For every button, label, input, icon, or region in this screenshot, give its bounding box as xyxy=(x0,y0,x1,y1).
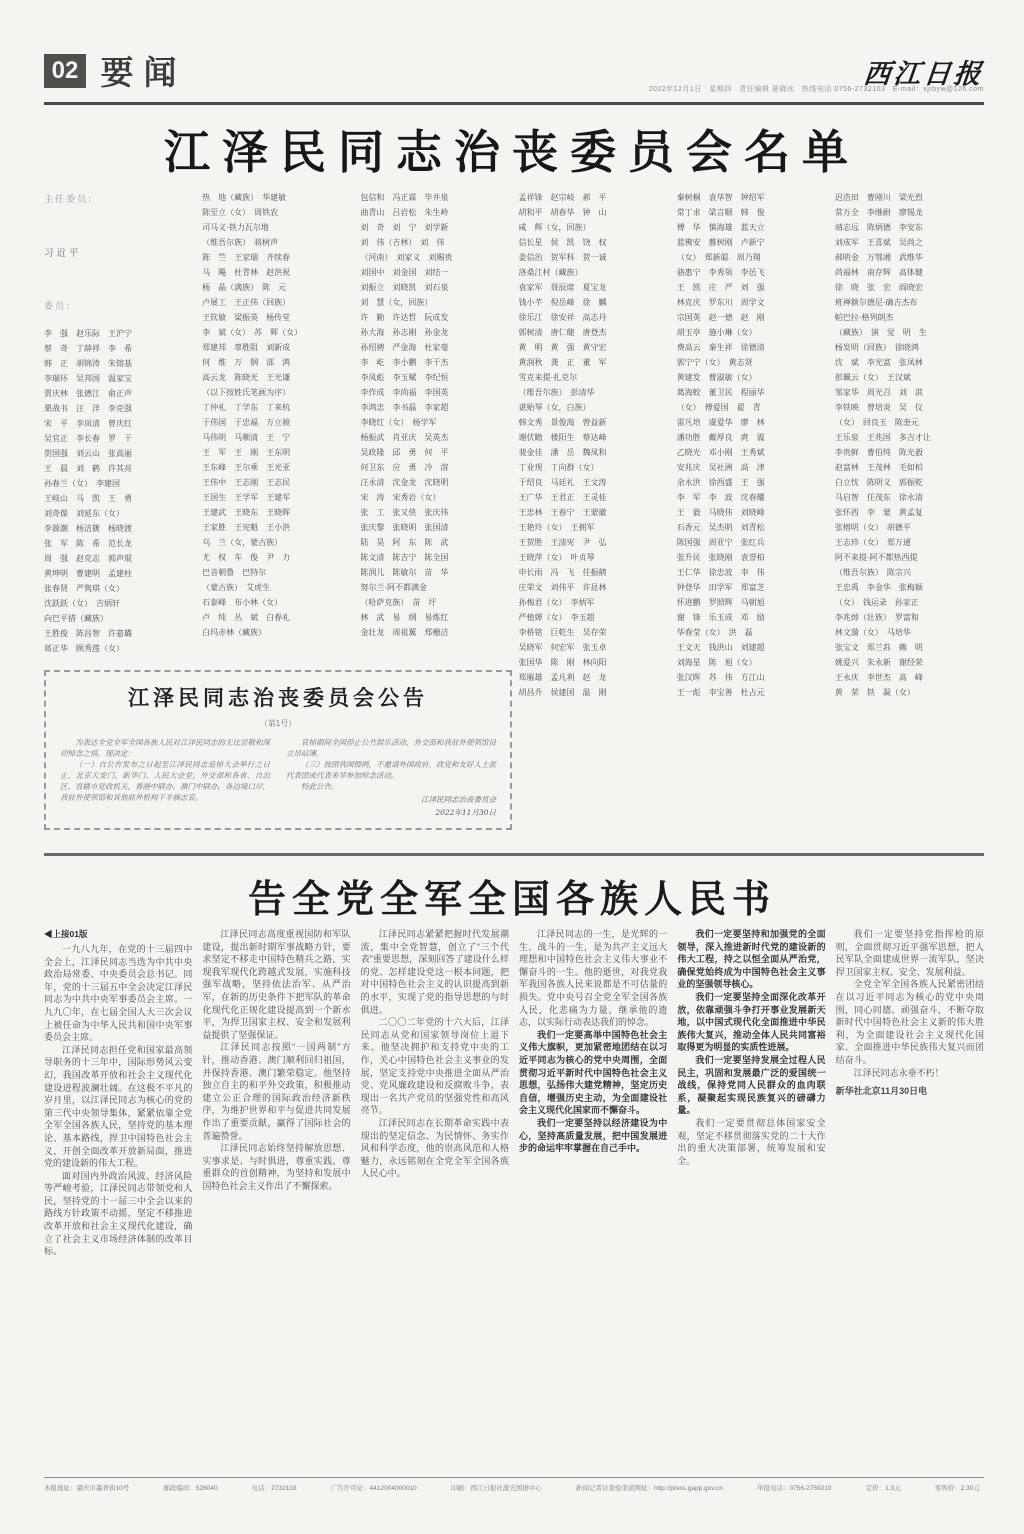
chairman-name: 习近平 xyxy=(44,248,82,259)
name-line: （维吾尔族） 彭清华 xyxy=(518,388,595,397)
name-line: 宋 涛 宋秀岩（女） xyxy=(360,493,441,502)
name-line: 雪克来提·扎克尔 xyxy=(518,373,578,382)
name-line: 陈 竺 王家瑞 齐续春 xyxy=(202,253,291,262)
name-line: 彭珮云（女） 王汉斌 xyxy=(834,373,911,382)
name-line: 张汉晖 苏 伟 方江山 xyxy=(676,673,765,682)
name-line: 费高云 秦生祥 徐德清 xyxy=(676,343,765,352)
name-line: 黄建发 曹淑敏（女） xyxy=(676,373,757,382)
name-line: 林文漪（女） 马培华 xyxy=(834,628,911,637)
name-line: 刘国中 刘金国 刘结一 xyxy=(360,268,449,277)
footer-item: 本报地址：肇庆市墨香街10号 xyxy=(44,1485,130,1492)
footer-item: 定价：1.3元 xyxy=(865,1485,901,1492)
name-line: 王东峰 王尔乘 王光亚 xyxy=(202,463,291,472)
paragraph: 我们一定要贯彻总体国家安全观，坚定不移贯彻落实党的二十大作出的重大决策部署，统筹发展和安全。 xyxy=(677,1117,826,1166)
notice-date: 2022年11月30日 xyxy=(435,808,496,817)
footer-item: 电话：2732103 xyxy=(251,1485,297,1492)
name-line: 张宝文 郑兰荪 赖 明 xyxy=(834,643,923,652)
name-line: 孙绍骋 严金海 杜家毫 xyxy=(360,343,449,352)
letter-column-1 xyxy=(44,928,192,1476)
name-line: 金壮龙 周祖翼 郑栅洁 xyxy=(360,628,449,637)
name-line: 洛桑江村（藏族） xyxy=(518,268,583,277)
paragraph: 我们一定要坚持党指挥枪的原则，全面贯彻习近平强军思想，把人民军队全面建成世界一流军队，坚决捍卫国家主权、安全、发展利益。 xyxy=(835,929,984,977)
name-line: 韩文秀 景俊海 曾益新 xyxy=(518,418,607,427)
name-line: 常丁求 梁言顺 韩 俊 xyxy=(676,208,765,217)
name-line: 袁家军 聂辰席 夏宝龙 xyxy=(518,283,607,292)
name-line: 刘 奇 刘 宁 刘学新 xyxy=(360,223,449,232)
name-line: 郑建邦 辜胜阻 刘新成 xyxy=(202,343,291,352)
name-line: 杨发明（回族） 徐晓鸿 xyxy=(834,343,919,352)
name-line: 丁仲礼 丁学东 丁来杭 xyxy=(202,403,291,412)
paragraph: 哀悼期间全国停止公共娱乐活动，外交部和我驻外使领馆设立吊唁簿。 xyxy=(286,738,496,758)
dateline: 2022年12月1日 星期四 责任编辑 夏晓冰 热线电话 0756-2732103 E-mail：xjrbyw@126.com xyxy=(648,86,984,93)
name-line: 吴政隆 邱 勇 何 平 xyxy=(360,448,449,457)
name-line: 李源潮 杨洁篪 杨晓渡 xyxy=(44,524,132,533)
name-line: 李凤彪 李玉赋 李纪恒 xyxy=(360,373,449,382)
name-line: 班禅额尔德尼·确吉杰布 xyxy=(834,298,918,307)
name-line: 迟浩田 曹刚川 梁光烈 xyxy=(834,193,923,202)
name-line: 余永洪 徐西盛 王 强 xyxy=(676,478,765,487)
name-line: 蒋正华 顾秀莲（女） xyxy=(44,644,124,653)
paragraph: 江泽民同志担任党和国家最高领导职务的十三年中，国际形势风云变幻，我国改革开放和社会主义现代化建设进程波澜壮阔。在这极不平凡的岁月里，以江泽民同志为核心的党的第三代中央领导集体，紧紧依靠全党全军全国各族人民，坚持党的基本理论、基本路线，捍卫中国特色社会主义，开创全面改革开放新局面，推进党的建设新的伟大工程。 xyxy=(44,1044,193,1169)
name-line: 王钦敏 梁振英 杨传堂 xyxy=(202,313,291,322)
name-line: 孙大海 孙志刚 孙金龙 xyxy=(360,328,449,337)
paragraph: 江泽民同志按照“一国两制”方针，推动香港、澳门顺利回归祖国，并保持香港、澳门繁荣稳定。他坚持独立自主的和平外交政策，积极推动建立公正合理的国际政治经济新秩序，为维护世界和平与促进共同发展作出了重要贡献，赢得了国际社会的普遍赞誉。 xyxy=(202,1042,351,1141)
section-title: 要闻 xyxy=(100,54,187,91)
name-line: 沈跃跃（女） 吉炳轩 xyxy=(44,599,120,608)
name-line: 邹家华 周光召 刘 淇 xyxy=(834,388,923,397)
name-line: 张升民 张晓刚 袁誉柏 xyxy=(676,553,765,562)
name-line: 姜信治 贺军科 贺一诚 xyxy=(518,253,607,262)
name-line: 李 强 赵乐际 王沪宁 xyxy=(44,329,132,338)
footer-item: 印刷：西江日报社激光照排中心 xyxy=(450,1485,542,1492)
name-line: 胡玉亭 施小琳（女） xyxy=(676,328,757,337)
name-line: 王 毅 马晓伟 刘晓峰 xyxy=(676,508,765,517)
name-line: 葛海蛟 董卫民 程丽华 xyxy=(676,388,765,397)
paragraph: 江泽民同志的一生，是光辉的一生、战斗的一生，是为共产主义远大理想和中国特色社会主义伟大事业不懈奋斗的一生。他的逝世，对我党我军我国各族人民来说都是不可估量的损失。党中央号召全党全军全国各族人民，化悲痛为力量，继承他的遗志，以实际行动表达我们的悼念。 xyxy=(518,929,668,1028)
name-line: 刘成军 王喜斌 吴尚之 xyxy=(834,238,923,247)
name-line: 郭树清 唐仁健 唐登杰 xyxy=(518,328,607,337)
name-line: 郭宁宁（女） 黄志贤 xyxy=(676,358,753,367)
paragraph: 江泽民同志紧紧把握时代发展潮流，集中全党智慧，创立了“三个代表”重要思想，深刻回答了建设什么样的党、怎样建设党这一根本问题，把对中国特色社会主义的认识提高到新的水平，实现了党的指导思想的与时俱进。 xyxy=(360,929,509,1015)
name-line: 庄荣文 刘伟平 许昆林 xyxy=(518,583,607,592)
page-footer xyxy=(44,1477,984,1492)
paragraph: 全党全军全国各族人民紧密团结在以习近平同志为核心的党中央周围，同心同德、顽强奋斗，不断夺取新时代中国特色社会主义新的伟大胜利，为全面建设社会主义现代化国家、全面推进中华民族伟大复兴而团结奋斗。 xyxy=(835,979,984,1065)
name-line: 王艳玲（女） 王拥军 xyxy=(518,523,595,532)
name-line: 尚福林 南存辉 高体健 xyxy=(834,268,923,277)
paragraph: 面对国内外政治风波、经济风险等严峻考验，江泽民同志带领党和人民，坚持党的十一届三中全会以来的路线方针政策不动摇，坚定不移推进改革开放和社会主义现代化建设，确立了社会主义市场经济体制的改革目标。 xyxy=(44,1170,193,1257)
paragraph: 二〇〇二年党的十六大后，江泽民同志从党和国家领导岗位上退下来。他坚决拥护和支持党中央的工作，关心中国特色社会主义事业的发展，坚定支持党中央推进全面从严治党、党风廉政建设和反腐败斗争，表现出一名共产党员的坚强党性和高风亮节。 xyxy=(360,1017,509,1116)
name-line: 姚爱兴 朱永新 谢经荣 xyxy=(834,658,923,667)
footer-item: 广告许可证：4412004000010 xyxy=(330,1485,417,1492)
footer-item: 邮政编码：526040 xyxy=(163,1485,218,1492)
name-line: 张怀西 李 蒙 黄孟复 xyxy=(834,508,923,517)
name-line: 何卫东 应 勇 冷 溶 xyxy=(360,463,449,472)
name-line: 丁业现 丁向群（女） xyxy=(518,463,599,472)
name-line: 王乐泉 王兆国 多吉才让 xyxy=(834,433,931,442)
name-line: （蒙古族） 艾虎生 xyxy=(202,583,271,592)
name-line: （哈萨克族） 苗 圩 xyxy=(360,598,437,607)
name-line: （维吾尔族） 陈宗兴 xyxy=(834,568,911,577)
name-line: （以下按姓氏笔画为序） xyxy=(202,388,291,397)
name-line: 蔡 奇 丁薛祥 李 希 xyxy=(44,344,132,353)
name-line: 杨振武 肖亚庆 吴英杰 xyxy=(360,433,449,442)
name-line: （女） 郑新聪 周乃翔 xyxy=(676,253,761,262)
name-line: 裴金佳 潘 岳 魏凤和 xyxy=(518,448,607,457)
masthead-logo: 西江日报 xyxy=(862,59,986,90)
names-col1-lines xyxy=(44,326,193,656)
name-line: 常万全 李继耐 廖锡龙 xyxy=(834,208,923,217)
name-line: 尤 权 车 俊 尹 力 xyxy=(202,553,291,562)
name-line: 林 武 易 纲 易炼红 xyxy=(360,613,449,622)
name-line: 王永庆 李世杰 高 峰 xyxy=(834,673,923,682)
name-line: 胡昌升 侯建国 温 刚 xyxy=(518,688,607,697)
names-column-6 xyxy=(835,190,984,746)
name-line: 雷凡培 虞爱华 廖 林 xyxy=(676,418,765,427)
name-line: 刘 慧（女，回族） xyxy=(360,298,433,307)
name-line: 热 地（藏族） 华建敏 xyxy=(202,193,287,202)
name-line: 李铁映 曾培炎 吴 仪 xyxy=(834,403,923,412)
name-line: 靖志远 陈炳德 李安东 xyxy=(834,223,923,232)
name-line: 陈文清 陈吉宁 陈全国 xyxy=(360,553,449,562)
name-line: 黄坤明 曹建明 孟建柱 xyxy=(44,569,132,578)
name-line: 黄 荣 铁 凝（女） xyxy=(834,688,915,697)
name-line: 贾庆林 张德江 俞正声 xyxy=(44,389,132,398)
paragraph: （三）按照我国惯例，不邀请外国政府、政党和友好人士派代表团或代表来华参加悼念活动。 xyxy=(286,760,496,780)
name-line: 帕巴拉·格列朗杰 xyxy=(834,313,894,322)
name-line: （女） 回良玉 陈奎元 xyxy=(834,418,919,427)
main-headline: 江泽民同志治丧委员会名单 xyxy=(164,126,860,178)
name-line: 李 屹 李小鹏 李干杰 xyxy=(360,358,449,367)
name-line: 王 军 王 刚 王东明 xyxy=(202,448,291,457)
page-number: 02 xyxy=(44,54,86,88)
name-line: 李 军 李 波 沈春耀 xyxy=(676,493,765,502)
name-line: 巴音朝鲁 巴特尔 xyxy=(202,568,267,577)
name-line: 李晓红（女） 杨学军 xyxy=(360,418,437,427)
name-line: 陆 昊 阿 东 陈 武 xyxy=(360,538,449,547)
name-line: 于绍良 马廷礼 王文涛 xyxy=(518,478,607,487)
name-line: （河南） 刘家义 刘赐贵 xyxy=(360,253,453,262)
name-line: 马启智 任茂东 徐永清 xyxy=(834,493,923,502)
name-line: 潘功胜 戴厚良 庹 震 xyxy=(676,433,765,442)
xinhua-signoff: 新华社北京11月30日电 xyxy=(835,1086,928,1097)
name-line: 石泰峰 布小林（女） xyxy=(202,598,283,607)
name-line: 包信和 冯正霖 毕井泉 xyxy=(360,193,449,202)
continued-from-tag: ◀上接01版 xyxy=(44,929,88,939)
notice-signature: 江泽民同志治丧委员会 xyxy=(421,795,496,804)
names-column-4 xyxy=(519,190,668,746)
name-line: （藏族） 演 觉 明 生 xyxy=(834,328,927,337)
name-line: 李贵鲜 曹伯纯 陈光毅 xyxy=(834,448,923,457)
name-line: 华春莹（女） 洪 磊 xyxy=(676,628,753,637)
letter-headline: 告全党全军全国各族人民书 xyxy=(247,879,776,921)
name-line: 白立忱 陈明义 郭振乾 xyxy=(834,478,923,487)
name-line: 咸 辉（女，回族） xyxy=(518,223,591,232)
notice-subtitle: （第1号） xyxy=(259,719,297,728)
name-line: 傅 华 慎海雄 蓝天立 xyxy=(676,223,765,232)
letter-col1-paras xyxy=(44,943,192,1258)
name-line: 石香元 吴杰明 刘青松 xyxy=(676,523,765,532)
notice-left xyxy=(60,737,270,803)
name-line: 信长星 侯 凯 饶 权 xyxy=(518,238,607,247)
name-line: 刘振立 刘晓凯 刘石泉 xyxy=(360,283,449,292)
letter-column-5 xyxy=(677,928,825,1476)
name-line: 孟祥锋 赵宗岐 郝 平 xyxy=(518,193,607,202)
footer-item: 零售价：2.30元 xyxy=(934,1485,980,1492)
name-line: 刘奇葆 刘延东（女） xyxy=(44,509,124,518)
name-line: 汪永清 沈金龙 沈晓明 xyxy=(360,478,449,487)
name-line: 怀进鹏 罗照辉 马朝旭 xyxy=(676,598,765,607)
name-line: 曲青山 吕岩松 朱生岭 xyxy=(360,208,449,217)
notice-right xyxy=(286,737,496,792)
name-line: 栗战书 汪 洋 李克强 xyxy=(44,404,132,413)
paragraph: 为表达全党全军全国各族人民对江泽民同志的无比崇敬和深切悼念之情，现决定： xyxy=(60,738,270,758)
letter-body xyxy=(44,928,984,1476)
paragraph: 我们一定要坚持发展全过程人民民主，巩固和发展最广泛的爱国统一战线，保持党同人民群众的血肉联系，凝聚起实现民族复兴的磅礴力量。 xyxy=(677,1054,826,1116)
names-column-5 xyxy=(677,190,826,746)
name-line: 王一彪 李宝善 杜占元 xyxy=(676,688,765,697)
names-column-2 xyxy=(202,190,351,746)
letter-column-2 xyxy=(202,928,350,1476)
name-line: 白玛赤林（藏族） xyxy=(202,628,267,637)
name-line: 吴官正 李长春 罗 干 xyxy=(44,434,132,443)
name-line: 王忠林 王春宁 王蒙徽 xyxy=(518,508,607,517)
name-line: 何 维 万 钢 邵 鸿 xyxy=(202,358,291,367)
name-line: 王国生 王学军 王建军 xyxy=(202,493,291,502)
name-line: 孙梅君（女） 李炳军 xyxy=(518,598,595,607)
notice-body xyxy=(60,737,496,818)
paragraph: （一）自公告发布之日起至江泽民同志追悼大会举行之日止，北京天安门、新华门、人民大会堂，外交部和各省、自治区、直辖市党政机关，香港中联办、澳门中联办，各边境口岸，我驻外使领馆和其他驻外机构下半旗志哀。 xyxy=(60,760,270,802)
name-line: 王志珍（女） 郑万通 xyxy=(834,538,911,547)
name-line: 陈国强 周亚宁 张红兵 xyxy=(676,538,765,547)
page-header xyxy=(44,54,984,105)
name-line: 林克庆 罗东川 周学文 xyxy=(676,298,765,307)
name-line: 王贺胜 王清宪 尹 弘 xyxy=(518,538,607,547)
footer-item: 新闻记者证查验渠道网址：http://press.gapp.gov.cn xyxy=(575,1485,723,1492)
name-line: 黄润秋 龚 正 董 军 xyxy=(518,358,607,367)
name-line: 周 强 赵克志 郭声琨 xyxy=(44,554,132,563)
name-line: 宋 平 李岚清 曾庆红 xyxy=(44,419,132,428)
name-line: 司马义·铁力瓦尔地 xyxy=(202,223,269,232)
name-line: 钱小芊 倪岳峰 徐 麟 xyxy=(518,298,607,307)
name-line: 许 勤 许达哲 阮成发 xyxy=(360,313,449,322)
name-line: 王胜俊 陈昌智 许嘉璐 xyxy=(44,629,132,638)
name-line: 乙晓光 邓小刚 王秀斌 xyxy=(676,448,765,457)
names-column-1 xyxy=(44,190,193,746)
name-line: 王仁华 徐忠波 李 伟 xyxy=(676,568,765,577)
names-column-3 xyxy=(360,190,509,746)
paragraph: 我们一定要高举中国特色社会主义伟大旗帜，更加紧密地团结在以习近平同志为核心的党中央周围，全面贯彻习近平新时代中国特色社会主义思想，弘扬伟大建党精神，坚定历史自信，增强历史主动，为全面建设社会主义现代化国家而不懈奋斗。 xyxy=(518,1029,668,1116)
name-line: 李桥铭 巨乾生 吴存荣 xyxy=(518,628,607,637)
name-line: 吴晓军 何宏军 张玉卓 xyxy=(518,643,607,652)
name-line: 张庆黎 张晓明 张国清 xyxy=(360,523,449,532)
name-line: 李作成 李尚福 李国英 xyxy=(360,388,449,397)
name-line: 王广华 王君正 王灵桂 xyxy=(518,493,607,502)
name-line: 于伟国 于忠福 万立骏 xyxy=(202,418,291,427)
name-line: 李鸿忠 李书磊 李家超 xyxy=(360,403,449,412)
name-line: （女） 钱运录 孙家正 xyxy=(834,598,919,607)
paragraph: 江泽民同志始终坚持解放思想、实事求是、与时俱进，尊重实践、尊重群众的首创精神，为坚持和发展中国特色社会主义作出了不懈探索。 xyxy=(202,1143,351,1191)
name-line: 杨 晶（满族） 陈 元 xyxy=(202,283,287,292)
names-section xyxy=(44,190,984,817)
name-line: 谌贻琴（女，白族） xyxy=(518,403,591,412)
name-line: 阿不来提·阿不都热西提 xyxy=(834,553,918,562)
name-line: 严植婵（女） 李玉超 xyxy=(518,613,595,622)
name-line: 徐乐江 徐安祥 高志丹 xyxy=(518,313,607,322)
name-line: 秦树桐 袁华智 钟绍军 xyxy=(676,193,765,202)
chairman-label: 主任委员： xyxy=(44,194,100,204)
name-line: 蓝佛安 雒树刚 卢新宁 xyxy=(676,238,765,247)
name-line: （女） 傅爱国 翟 青 xyxy=(676,403,761,412)
name-line: 张榕明（女） 胡德平 xyxy=(834,523,911,532)
paragraph: 我们一定要坚持以经济建设为中心，坚持高质量发展，把中国发展进步的命运牢牢掌握在自己手中。 xyxy=(518,1117,668,1154)
name-line: 王家胜 王宪魁 王小洪 xyxy=(202,523,291,532)
paragraph: 江泽民同志高度重视国防和军队建设，提出新时期军事战略方针，要求坚定不移走中国特色精兵之路，实现我军现代化跨越式发展，实施科技强军战略，坚持依法治军、从严治军，在新的历史条件下把军队的革命化现代化正规化建设提高到一个新水平，为捍卫国家主权、安全和发展利益提供了坚强保证。 xyxy=(202,929,351,1040)
name-line: 王忠禹 李金华 张梅颖 xyxy=(834,583,923,592)
name-line: 郑雁雄 孟凡利 赵 龙 xyxy=(518,673,607,682)
name-line: 高云龙 陈晓光 王光谦 xyxy=(202,373,291,382)
members-label: 委员： xyxy=(44,301,78,311)
name-line: 沈 斌 李光富 张凤林 xyxy=(834,358,923,367)
name-line: 王晓萍（女） 叶贞琴 xyxy=(518,553,595,562)
letter-column-6 xyxy=(836,928,984,1476)
name-line: 陈至立（女） 周铁农 xyxy=(202,208,279,217)
notice-title: 江泽民同志治丧委员会公告 xyxy=(128,687,428,710)
name-line: 钟登华 田学军 郑富芝 xyxy=(676,583,765,592)
name-line: 张 工 张又侠 张庆伟 xyxy=(360,508,449,517)
paragraph: 我们一定要坚持和加强党的全面领导，深入推进新时代党的建设新的伟大工程，持之以恒全面从严治党，确保党始终成为中国特色社会主义事业的坚强领导核心。 xyxy=(677,929,826,990)
name-line: 韩 正 胡锦涛 朱镕基 xyxy=(44,359,132,368)
name-line: 胡和平 胡春华 钟 山 xyxy=(518,208,607,217)
name-line: 刘海星 陈 旭（女） xyxy=(676,658,757,667)
letter-column-4 xyxy=(519,928,667,1476)
name-line: 谢伏瞻 楼阳生 蔡达峰 xyxy=(518,433,607,442)
name-line: 张国华 陈 刚 林向阳 xyxy=(518,658,607,667)
name-line: （维吾尔族） 蒋树声 xyxy=(202,238,279,247)
letter-column-3 xyxy=(361,928,509,1476)
name-line: 卢 纯 丛 斌 白春礼 xyxy=(202,613,291,622)
name-line: 向巴平措（藏族） xyxy=(44,614,108,623)
letter-col6-paras xyxy=(836,928,984,1079)
name-line: 张 军 陈 希 范长龙 xyxy=(44,539,132,548)
name-line: 孙春兰（女） 李建国 xyxy=(44,479,120,488)
name-line: 李瑞环 吴邦国 温家宝 xyxy=(44,374,132,383)
name-line: 马伟明 马顺清 王 宁 xyxy=(202,433,291,442)
name-line: 乌 兰（女，蒙古族） xyxy=(202,538,283,547)
name-line: 骆惠宁 李秀领 李邑飞 xyxy=(676,268,765,277)
section-divider xyxy=(44,853,984,856)
name-line: 王岐山 马 凯 王 勇 xyxy=(44,494,132,503)
paragraph: 江泽民同志永垂不朽！ xyxy=(853,1067,944,1078)
name-line: 王 晨 刘 鹤 许其亮 xyxy=(44,464,132,473)
name-line: 王建武 王晓东 王晓晖 xyxy=(202,508,291,517)
name-line: 王 凯 庄 严 刘 强 xyxy=(676,283,765,292)
name-line: 赵富林 王茂林 毛如柏 xyxy=(834,463,923,472)
name-line: 黄 明 黄 强 黄守宏 xyxy=(518,343,607,352)
name-line: 李兆焯（壮族） 罗富和 xyxy=(834,613,919,622)
paragraph: 一九八九年，在党的十三届四中全会上，江泽民同志当选为中共中央政治局常委、中央委员会总书记。同年，党的十三届五中全会决定江泽民同志为中共中央军事委员会主席。一九九〇年，在七届全国人大三次会议上被任命为中华人民共和国中央军事委员会主席。 xyxy=(44,944,193,1043)
name-line: 努尔兰·阿不都满金 xyxy=(360,583,428,592)
name-line: 徐 晓 张 宏 阎晓宏 xyxy=(834,283,923,292)
name-line: 王伟中 王志刚 王志民 xyxy=(202,478,291,487)
notice-box xyxy=(44,670,512,830)
name-line: 申长雨 冯 飞 任振鹤 xyxy=(518,568,607,577)
paragraph: 我们一定要坚持全面深化改革开放，依靠顽强斗争打开事业发展新天地，以中国式现代化全面推进中华民族伟大复兴，推动全体人民共同富裕取得更为明显的实质性进展。 xyxy=(677,991,826,1053)
paragraph: 江泽民同志在长期革命实践中表现出的坚定信念、为民情怀、务实作风和科学态度，他的崇高风范和人格魅力，永远铭刻在全党全军全国各族人民心中。 xyxy=(360,1117,509,1179)
paragraph: 特此公告。 xyxy=(301,782,339,791)
name-line: 安兆庆 吴社洲 高 津 xyxy=(676,463,765,472)
name-line: 卢展工 王正伟（回族） xyxy=(202,298,291,307)
name-line: 张春贤 严隽琪（女） xyxy=(44,584,124,593)
name-line: 李 斌（女） 苏 辉（女） xyxy=(202,328,303,337)
name-line: 郝明金 万鄂湘 武维华 xyxy=(834,253,923,262)
footer-item: 举报电话：0756-2759210 xyxy=(757,1485,832,1492)
name-line: 马 飚 杜青林 赵洪祝 xyxy=(202,268,291,277)
name-line: 刘 伟（吉林） 刘 伟 xyxy=(360,238,445,247)
name-line: 谢 锋 乐玉成 邓 励 xyxy=(676,613,765,622)
name-line: 王文天 钱洪山 刘建超 xyxy=(676,643,765,652)
name-line: 陈润儿 陈敏尔 苗 华 xyxy=(360,568,449,577)
name-line: 宗国英 赵一德 赵 刚 xyxy=(676,313,765,322)
name-line: 贺国强 刘云山 张高丽 xyxy=(44,449,132,458)
